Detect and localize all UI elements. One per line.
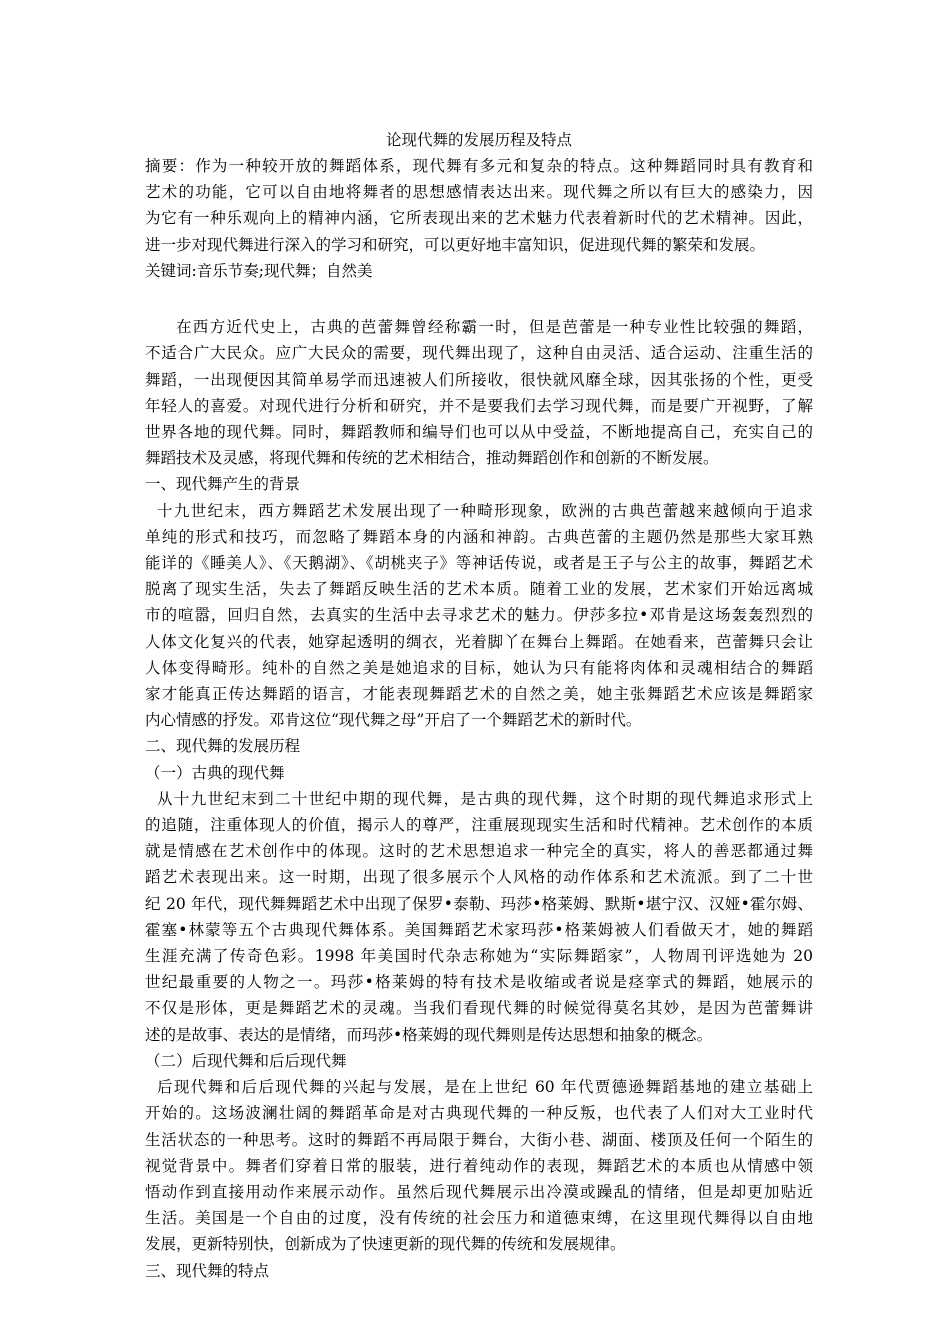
abstract-line: 进一步对现代舞进行深入的学习和研究，可以更好地丰富知识，促进现代舞的繁荣和发展。 [145,235,766,254]
body-line: 后现代舞和后后现代舞的兴起与发展，是在上世纪 60 年代贾德逊舞蹈基地的建立基础上 [157,1078,813,1097]
body-line: 生活状态的一种思考。这时的舞蹈不再局限于舞台，大街小巷、湖面、楼顶及任何一个陌生的 [145,1130,813,1149]
intro-paragraph [145,314,813,471]
section-heading-2: 二、现代舞的发展历程 [145,737,301,756]
abstract-block [145,153,813,284]
body-line: 的追随，注重体现人的价值，揭示人的尊严，注重展现现实生活和时代精神。艺术创作的本质 [145,816,813,835]
body-line: 不适合广大民众。应广大民众的需要，现代舞出现了，这种自由灵活、适合运动、注重生活的 [145,344,813,363]
section1-paragraph [145,498,813,734]
body-line: 发展，更新特别快，创新成为了快速更新的现代舞的传统和发展规律。 [145,1235,626,1254]
body-line: 述的是故事、表达的是情绪，而玛莎•格莱姆的现代舞则是传达思想和抽象的概念。 [145,1025,713,1044]
body-line: 能详的《睡美人》、《天鹅湖》、《胡桃夹子》等神话传说，或者是王子与公主的故事，舞蹈艺术 [145,554,813,573]
body-line: 就是情感在艺术创作中的体现。这时的艺术思想追求一种完全的真实，将人的善恶都通过舞 [145,842,813,861]
body-line: 舞蹈，一出现便因其简单易学而迅速被人们所接收，很快就风靡全球，因其张扬的个性，更受 [145,370,813,389]
body-line: 悟动作到直接用动作来展示动作。虽然后现代舞展示出冷漠或躁乱的情绪，但是却更加贴近 [145,1182,813,1201]
body-line: 人体文化复兴的代表，她穿起透明的绸衣，光着脚丫在舞台上舞蹈。在她看来，芭蕾舞只会让 [145,632,813,651]
section-heading-3: 三、现代舞的特点 [145,1261,270,1280]
subsection-heading-2-2: （二）后现代舞和后后现代舞 [145,1051,347,1070]
body-line: 霍塞•林蒙等五个古典现代舞体系。美国舞蹈艺术家玛莎•格莱姆被人们看做天才，她的舞蹈 [145,920,813,939]
abstract-line: 摘要：作为一种较开放的舞蹈体系，现代舞有多元和复杂的特点。这种舞蹈同时具有教育和 [145,157,813,175]
body-line: 世纪最重要的人物之一。玛莎•格莱姆的特有技术是收缩或者说是痉挛式的舞蹈，她展示的 [145,973,813,992]
abstract-line: 艺术的功能，它可以自由地将舞者的思想感情表达出来。现代舞之所以有巨大的感染力，因 [145,183,813,202]
body-line: 纪 20 年代，现代舞舞蹈艺术中出现了保罗•泰勒、玛莎•格莱姆、默斯•堪宁汉、汉娅•霍尔姆、 [145,894,813,913]
body-line: 不仅是形体，更是舞蹈艺术的灵魂。当我们看现代舞的时候觉得莫名其妙，是因为芭蕾舞讲 [145,999,813,1018]
keywords: 关键词:音乐节奏;现代舞；自然美 [145,261,373,280]
subsection-heading-2-1: （一）古典的现代舞 [145,763,285,782]
body-line: 市的喧嚣，回归自然，去真实的生活中去寻求艺术的魅力。伊莎多拉•邓肯是这场轰轰烈烈的 [145,606,813,625]
body-line: 人体变得畸形。纯朴的自然之美是她追求的目标，她认为只有能将肉体和灵魂相结合的舞蹈 [145,658,813,677]
body-line: 生活。美国是一个自由的过度，没有传统的社会压力和道德束缚，在这里现代舞得以自由地 [145,1209,813,1228]
body-line: 内心情感的抒发。邓肯这位“现代舞之母”开启了一个舞蹈艺术的新时代。 [145,711,642,730]
document-title: 论现代舞的发展历程及特点 [385,131,572,149]
body-line: 视觉背景中。舞者们穿着日常的服装，进行着纯动作的表现，舞蹈艺术的本质也从情感中领 [145,1156,813,1175]
body-line: 生涯充满了传奇色彩。1998 年美国时代杂志称她为“实际舞蹈家”，人物周刊评选她为 20 [145,947,813,966]
body-line: 在西方近代史上，古典的芭蕾舞曾经称霸一时，但是芭蕾是一种专业性比较强的舞蹈， [176,318,813,337]
body-line: 单纯的形式和技巧，而忽略了舞蹈本身的内涵和神韵。古典芭蕾的主题仍然是那些大家耳熟 [145,527,813,546]
section-heading-1: 一、现代舞产生的背景 [145,475,301,494]
body-line: 家才能真正传达舞蹈的语言，才能表现舞蹈艺术的自然之美，她主张舞蹈艺术应该是舞蹈家 [145,685,813,704]
body-line: 蹈艺术表现出来。这一时期，出现了很多展示个人风格的动作体系和艺术流派。到了二十世 [145,868,813,887]
subsection1-paragraph [145,786,813,1048]
abstract-line: 为它有一种乐观向上的精神内涵，它所表现出来的艺术魅力代表着新时代的艺术精神。因此， [145,209,813,228]
spacer [145,284,813,310]
body-line: 世界各地的现代舞。同时，舞蹈教师和编导们也可以从中受益，不断地提高自己，充实自己的 [145,423,813,442]
document-page [145,127,813,1284]
body-line: 开始的。这场波澜壮阔的舞蹈革命是对古典现代舞的一种反叛，也代表了人们对大工业时代 [145,1104,813,1123]
body-line: 从十九世纪末到二十世纪中期的现代舞，是古典的现代舞，这个时期的现代舞追求形式上 [157,789,813,808]
body-line: 脱离了现实生活，失去了舞蹈反映生活的艺术本质。随着工业的发展，艺术家们开始远离城 [145,580,813,599]
body-line: 年轻人的喜爱。对现代进行分析和研究，并不是要我们去学习现代舞，而是要广开视野，了解 [145,396,813,415]
subsection2-paragraph [145,1074,813,1257]
body-line: 十九世纪末，西方舞蹈艺术发展出现了一种畸形现象，欧洲的古典芭蕾越来越倾向于追求 [157,501,813,520]
body-line: 舞蹈技术及灵感，将现代舞和传统的艺术相结合，推动舞蹈创作和创新的不断发展。 [145,449,719,468]
